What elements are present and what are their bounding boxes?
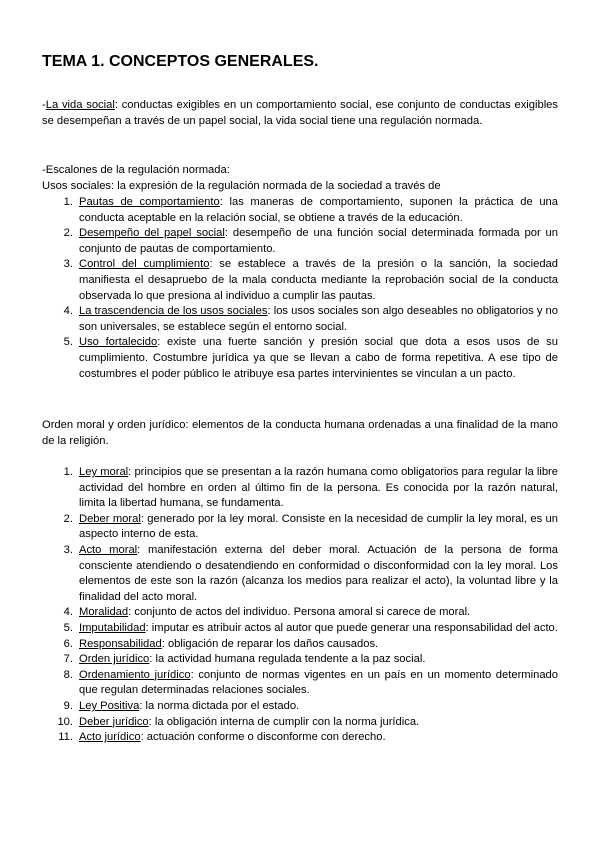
usos-sociales-subheading: Usos sociales: la expresión de la regulación normada de la sociedad a través de — [42, 180, 441, 192]
item-term: Ordenamiento jurídico — [79, 668, 191, 681]
item-number: 8. — [63, 668, 73, 681]
item-term: Ley Positiva — [79, 699, 140, 712]
list-item — [42, 335, 558, 382]
item-text: : generado por la ley moral. Consiste en la necesidad de cumplir la ley moral, es un aspecto interno de esta. — [79, 512, 558, 541]
item-number: 5. — [63, 336, 73, 349]
item-number: 5. — [63, 621, 73, 634]
item-term: Control del cumplimiento — [79, 258, 210, 271]
list-item — [42, 637, 558, 653]
list-item — [42, 699, 558, 715]
item-text: : conjunto de normas vigentes en un país en un momento determinado que regulan determinadas relaciones sociales. — [79, 668, 558, 697]
item-text: : los usos sociales son algo deseables no obligatorios y no son universales, se establece según el entorno social. — [79, 305, 559, 333]
escalones-list — [42, 195, 558, 382]
list-item — [42, 512, 558, 543]
item-term: Acto jurídico — [79, 731, 141, 744]
list-item — [42, 226, 558, 257]
item-text: : la norma dictada por el estado. — [139, 699, 300, 712]
intro-prefix: - — [42, 99, 46, 111]
item-text: : la obligación interna de cumplir con la norma jurídica. — [148, 715, 420, 728]
item-term: Uso fortalecido — [79, 336, 158, 349]
item-term: Imputabilidad — [79, 621, 146, 634]
item-text: : obligación de reparar los daños causados. — [161, 637, 379, 650]
list-item — [42, 195, 558, 226]
item-text: : imputar es atribuir actos al autor que puede generar una responsabilidad del acto. — [145, 621, 558, 634]
item-term: Deber jurídico — [79, 715, 149, 728]
item-number: 9. — [63, 699, 73, 712]
intro-paragraph — [42, 98, 558, 129]
item-text: : manifestación externa del deber moral. Actuación de la persona de forma consciente atendiendo o desatendiendo en conformidad o disconformidad con la ley moral. Los elementos de este son la razón (alcanza los medios para realizar el acto), la voluntad libre y la finalidad del acto moral. — [79, 543, 559, 603]
intro-text: : conductas exigibles en un comportamiento social, ese conjunto de conductas exigibles se desempeñan a través de un papel social, la vida social tiene una regulación normada. — [42, 99, 559, 127]
list-item — [42, 257, 558, 304]
orden-list — [42, 465, 558, 746]
item-text: : conjunto de actos del individuo. Persona amoral si carece de moral. — [128, 606, 471, 619]
item-text: : las maneras de comportamiento, suponen la práctica de una conducta aceptable en la relación social, se obtiene a través de la educación. — [79, 196, 558, 224]
list-item — [42, 668, 558, 699]
item-number: 3. — [63, 258, 73, 271]
item-number: 3. — [63, 543, 73, 556]
item-text: : se establece a través de la presión o la sanción, la sociedad manifiesta el desapruebo de la mala conducta mediante la reprobación social de la conducta observada lo que presiona al individuo a cumplir las pautas. — [79, 258, 559, 302]
list-item — [42, 730, 558, 746]
item-number: 11. — [58, 731, 73, 744]
item-text: : actuación conforme o disconforme con derecho. — [140, 731, 386, 744]
item-term: Orden jurídico — [79, 653, 150, 666]
item-text: : existe una fuerte sanción y presión social que dota a esos usos de su cumplimiento. Costumbre jurídica ya que se llevan a cabo de forma repetitiva. A ese tipo de costumbres el poder público le atribuye esa partes intervinientes se vinculan a un pacto. — [79, 336, 558, 380]
item-text: : principios que se presentan a la razón humana como obligatorios para regular la libre actividad del hombre en orden al último fin de la persona. Es conocida por la razón natural, limita la libertad humana, se fundamenta. — [79, 466, 558, 510]
item-number: 1. — [63, 466, 73, 478]
item-term: Moralidad — [79, 606, 129, 619]
list-item — [42, 304, 558, 335]
item-term: Desempeño del papel social — [79, 227, 225, 240]
list-item — [42, 465, 558, 512]
item-term: Ley moral — [79, 466, 129, 478]
item-number: 7. — [63, 653, 73, 666]
item-term: Deber moral — [79, 512, 141, 525]
item-number: 2. — [63, 512, 73, 525]
list-item — [42, 652, 558, 668]
escalones-heading: -Escalones de la regulación normada: — [42, 164, 230, 176]
intro-term: La vida social — [45, 99, 115, 111]
item-term: La trascendencia de los usos sociales — [79, 305, 268, 318]
list-item — [42, 605, 558, 621]
item-number: 4. — [63, 606, 73, 619]
item-number: 10. — [57, 715, 73, 728]
item-number: 6. — [63, 637, 73, 650]
orden-intro-paragraph: Orden moral y orden jurídico: elementos de la conducta humana ordenadas a una finalidad de la mano de la religión. — [42, 419, 558, 447]
item-text: : desempeño de una función social determinada formada por un conjunto de pautas de comportamiento. — [79, 227, 558, 255]
item-number: 4. — [63, 305, 73, 318]
item-term: Acto moral — [79, 543, 138, 556]
list-item — [42, 621, 558, 637]
item-text: : la actividad humana regulada tendente a la paz social. — [149, 653, 426, 666]
page-title: TEMA 1. CONCEPTOS GENERALES. — [42, 53, 319, 70]
list-item — [42, 715, 558, 731]
list-item — [42, 543, 558, 605]
item-number: 2. — [63, 227, 73, 240]
item-number: 1. — [63, 196, 73, 208]
item-term: Responsabilidad — [79, 637, 162, 650]
item-term: Pautas de comportamiento — [79, 196, 220, 208]
